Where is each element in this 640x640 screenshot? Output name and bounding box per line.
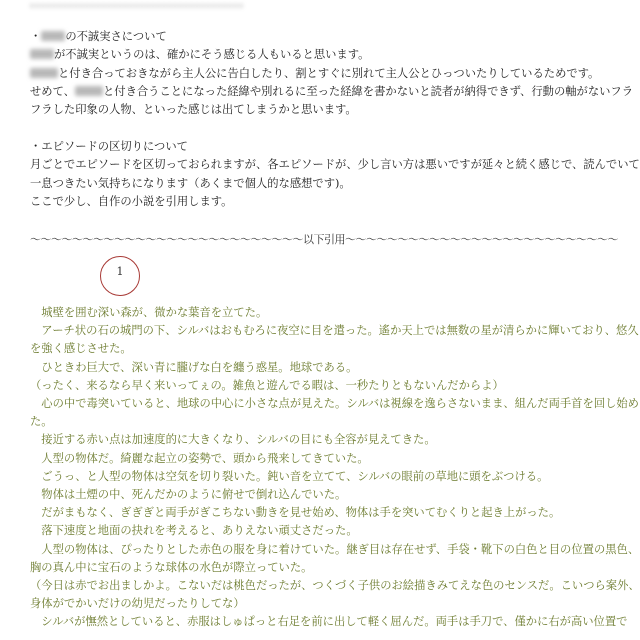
novel-line: 人型の物体だ。綺麗な起立の姿勢で、頭から飛来してきていた。 <box>30 451 369 465</box>
section1-line3-prefix: せめて、 <box>30 85 75 98</box>
section2-line1: 月ごとでエピソードを区切っておられますが、各エピソードが、少し言い方は悪いですが延々と続く感じで、読んでいて <box>30 158 640 171</box>
redacted-name <box>41 31 65 41</box>
section2-title: ・エピソードの区切りについて <box>30 140 188 153</box>
section1-line4: フラした印象の人物、といった感じは出てしまうかと思います。 <box>30 103 357 116</box>
novel-line: （ったく、来るなら早く来いってぇの。雑魚と遊んでる暇は、一秒たりともないんだからよ） <box>30 378 504 392</box>
section1-line2-text: と付き合っておきながら主人公に告白したり、割とすぐに別れて主人公とひっついたりしているためです。 <box>58 67 600 80</box>
novel-line: 接近する赤い点は加速度的に大きくなり、シルバの目にも全容が見えてきた。 <box>30 433 436 447</box>
section1-title-text: の不誠実さについて <box>65 30 167 43</box>
novel-line: ごうっ、と人型の物体は空気を切り裂いた。鈍い音を立てて、シルバの眼前の草地に頭をぶつける。 <box>30 469 549 483</box>
novel-line: （今日は赤でお出ましかよ。こないだは桃色だったが、つくづく子供のお絵描きみてえな色のセンスだ。こいつら案外、 <box>30 579 640 592</box>
section1-line3-text: と付き合うことになった経緯や別れるに至った経緯を書かないと読者が納得できず、行動の軸がないフラ <box>102 85 634 98</box>
section1-line1 <box>30 48 369 62</box>
novel-line: 心の中で毒突いていると、地球の中心に小さな点が見えた。シルバは視線を逸らさないまま、組んだ両手首を回し始め <box>30 397 639 410</box>
quote-divider: 〜〜〜〜〜〜〜〜〜〜〜〜〜〜〜〜〜〜〜〜〜〜〜〜〜〜以下引用〜〜〜〜〜〜〜〜〜〜〜〜〜〜〜〜〜〜〜〜〜〜〜〜〜〜 <box>30 233 618 246</box>
bullet: ・ <box>30 30 42 43</box>
novel-line: 身体がでかいだけの幼児だったりしてな） <box>30 597 245 611</box>
novel-line: た。 <box>30 415 53 429</box>
section2-line3: ここで少し、自作の小説を引用します。 <box>30 195 233 208</box>
section2-line2: 一息つきたい気持ちになります（あくまで個人的な感想です)。 <box>30 177 351 190</box>
blurred-top-line: 。。。。。。。。。。。。。。。。。。。。。。。。。。。。。。。。。。。。。。。 <box>30 0 250 9</box>
section1-line3 <box>30 85 633 99</box>
novel-line: 城壁を囲む深い森が、微かな葉音を立てた。 <box>30 306 268 319</box>
redacted-name <box>30 68 58 78</box>
novel-line: シルバが憮然としていると、赤服はしゅぱっと右足を前に出して軽く屈んだ。両手は手刀で、僅かに右が高い位置で <box>30 615 628 629</box>
section1-line1-text: が不誠実というのは、確かにそう感じる人もいると思います。 <box>54 48 370 61</box>
novel-line: アーチ状の石の城門の下、シルバはおもむろに夜空に目を遣った。遙か天上では無数の星が清らかに輝いており、悠久 <box>30 324 639 338</box>
redacted-name <box>75 86 103 96</box>
section1-line2 <box>30 67 599 81</box>
novel-line: を強く感じさせた。 <box>30 342 132 356</box>
novel-line: 人型の物体は、ぴったりとした赤色の服を身に着けていた。継ぎ目は存在せず、手袋・靴下の白色と目の位置の黒色、 <box>30 542 640 556</box>
chapter-number: 1 <box>116 264 124 278</box>
novel-line: だがまもなく、ぎぎぎと両手がぎこちない動きを見せ始め、物体は手を突いてむくりと起き上がった。 <box>30 506 561 520</box>
novel-line: 落下速度と地面の抉れを考えると、ありえない頑丈さだった。 <box>30 524 358 538</box>
novel-line: 胸の真ん中に宝石のような球体の水色が際立っていた。 <box>30 560 313 574</box>
redacted-name <box>30 49 54 59</box>
section1-title <box>30 30 167 44</box>
chapter-circle <box>100 256 140 296</box>
novel-line: 物体は土煙の中、死んだかのように俯せで倒れ込んでいた。 <box>30 488 347 501</box>
novel-line: ひときわ巨大で、深い青に朧げな白を纏う惑星。地球である。 <box>30 360 358 374</box>
